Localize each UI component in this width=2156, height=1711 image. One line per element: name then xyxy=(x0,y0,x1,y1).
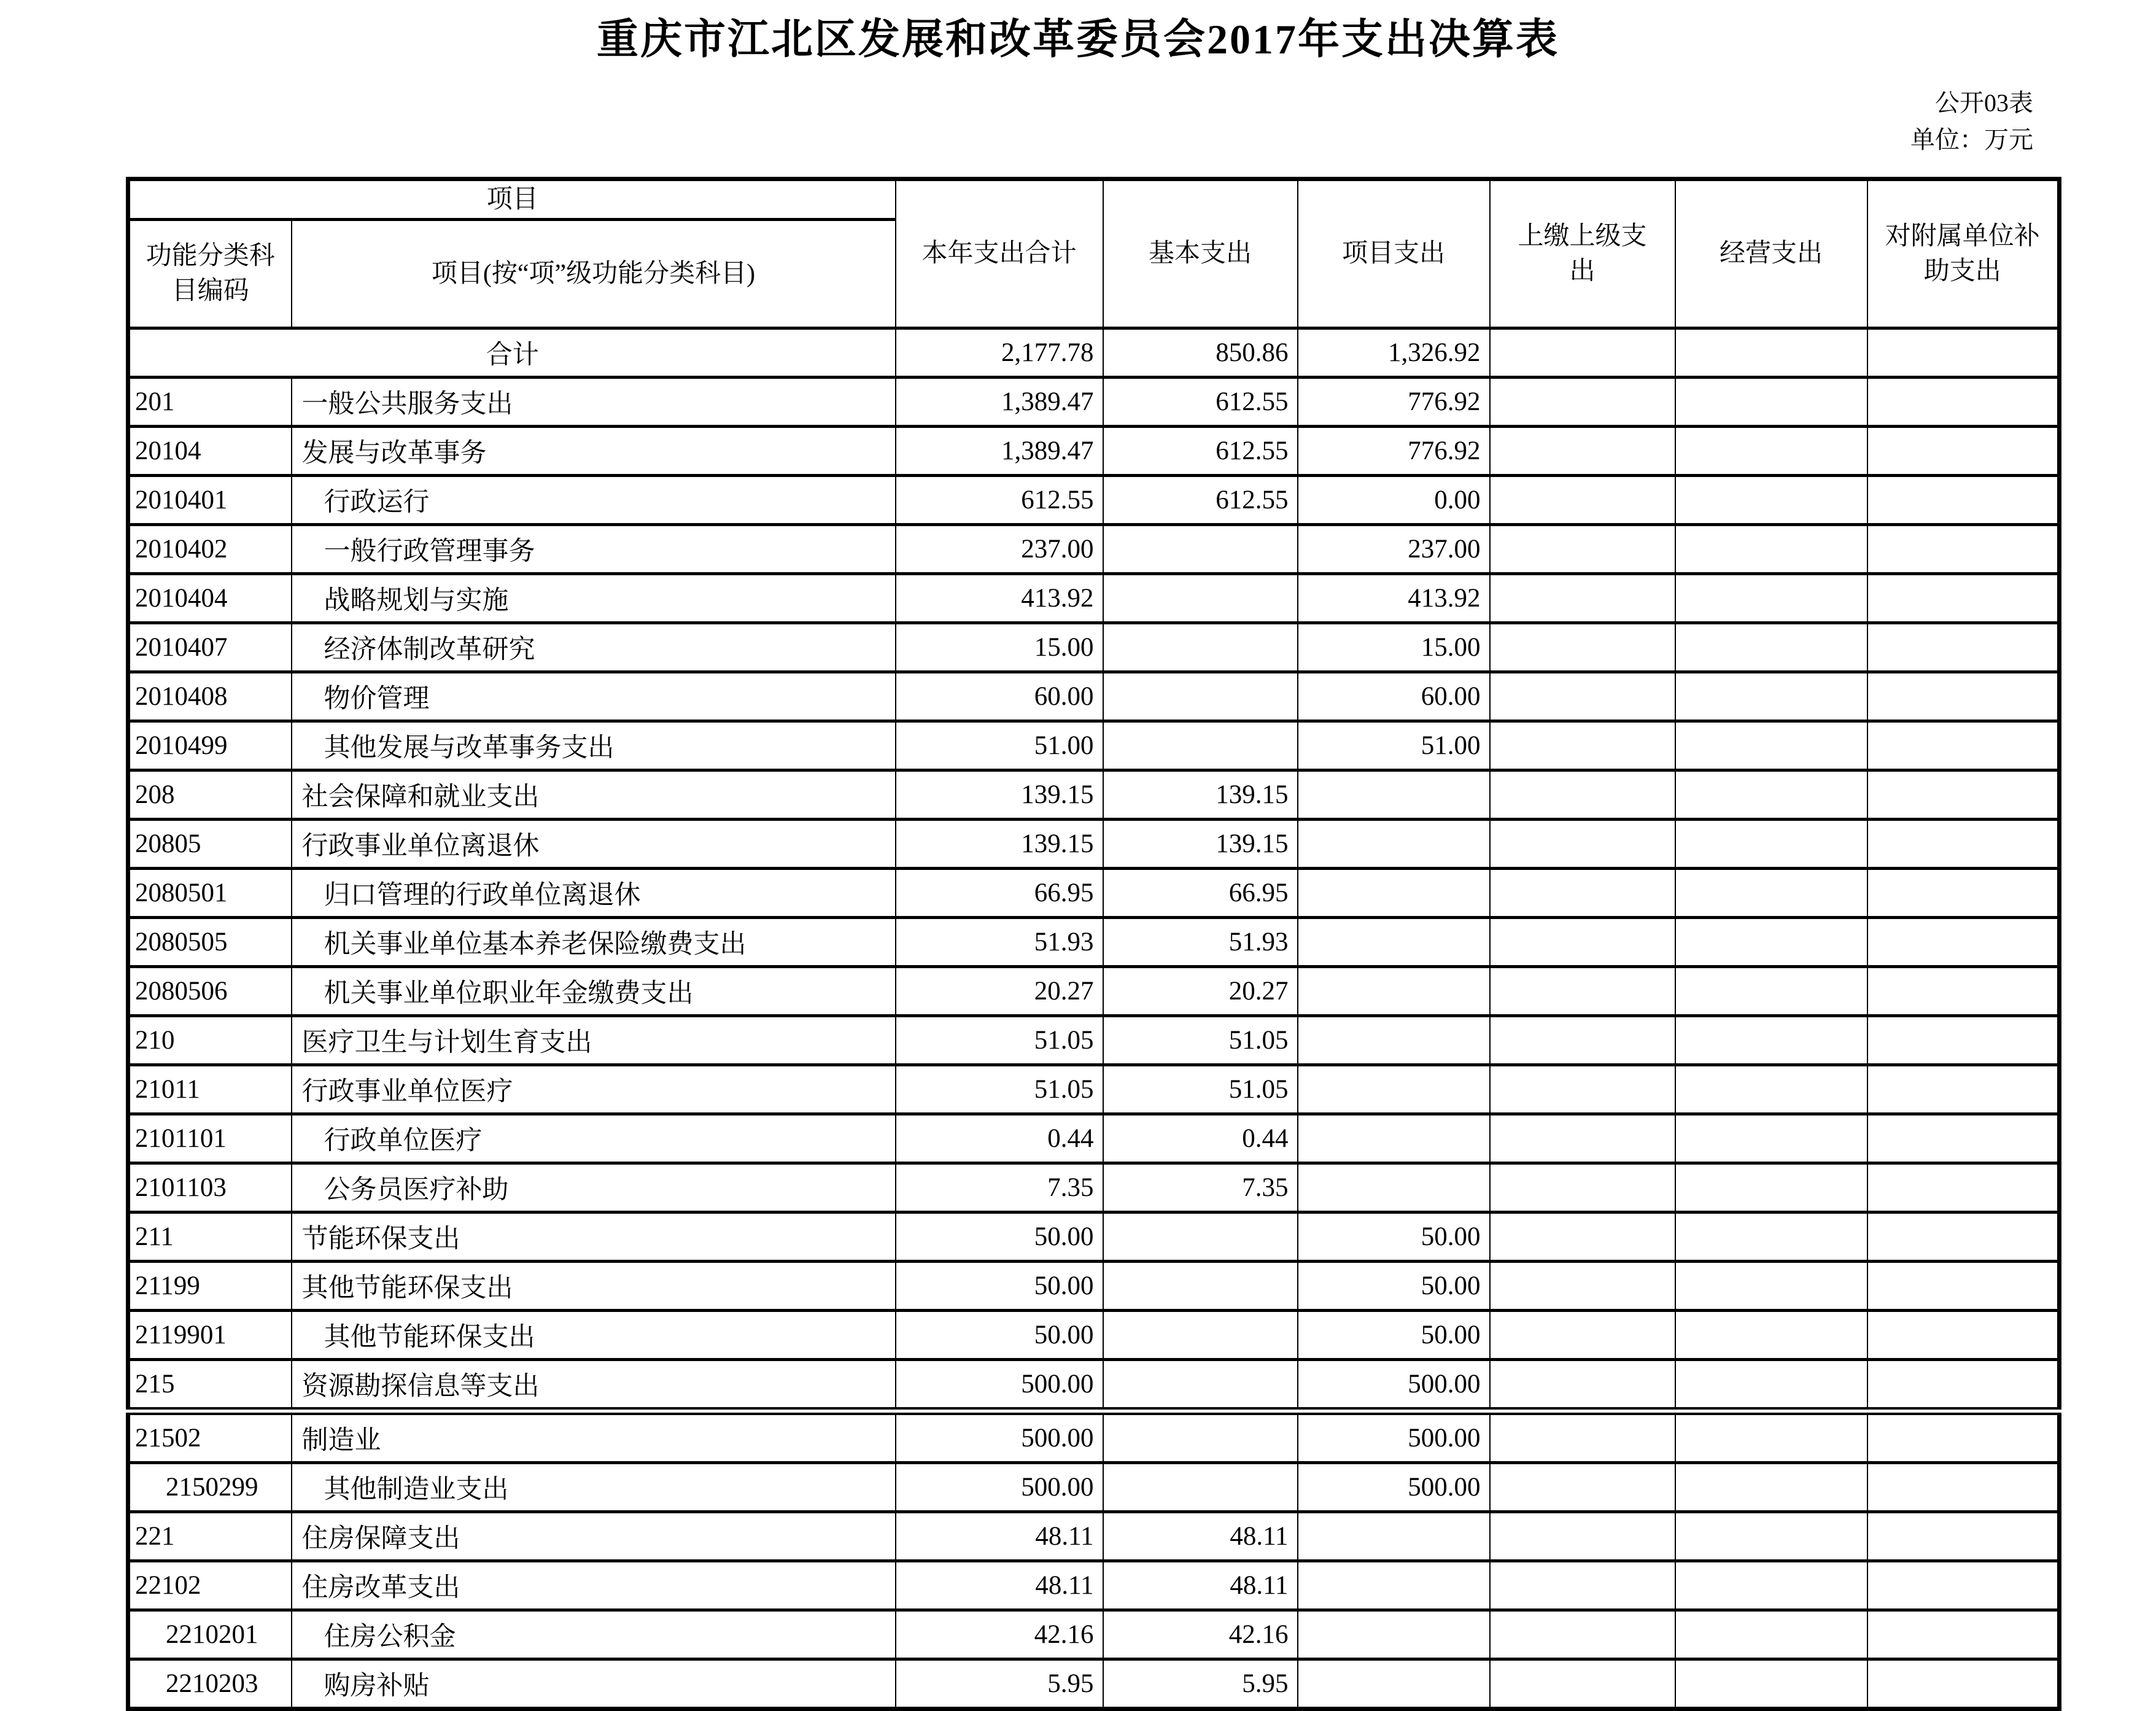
cell-subsidy-expenditure xyxy=(1867,1065,2060,1114)
cell-code: 2101103 xyxy=(128,1163,292,1212)
cell-upper-level-expenditure xyxy=(1490,525,1675,574)
cell-operating-expenditure xyxy=(1675,525,1867,574)
cell-subsidy-expenditure xyxy=(1867,1610,2060,1659)
cell-item: 其他制造业支出 xyxy=(292,1463,896,1512)
cell-basic-expenditure: 51.05 xyxy=(1103,1065,1298,1114)
cell-total-expenditure: 413.92 xyxy=(896,574,1103,623)
cell-basic-expenditure xyxy=(1103,623,1298,672)
cell-subsidy-expenditure xyxy=(1867,1114,2060,1163)
cell-total-expenditure: 51.00 xyxy=(896,721,1103,770)
cell-operating-expenditure xyxy=(1675,1659,1867,1709)
cell-code: 20805 xyxy=(128,820,292,869)
cell-subsidy-expenditure xyxy=(1867,721,2060,770)
expenditure-table xyxy=(126,177,2061,1711)
cell-upper-level-expenditure xyxy=(1490,820,1675,869)
cell-total-expenditure: 7.35 xyxy=(896,1163,1103,1212)
cell-code: 2010499 xyxy=(128,721,292,770)
cell-project-expenditure: 237.00 xyxy=(1298,525,1490,574)
cell-total-expenditure: 51.05 xyxy=(896,1065,1103,1114)
cell-operating-expenditure xyxy=(1675,1114,1867,1163)
cell-upper-level-expenditure xyxy=(1490,1463,1675,1512)
cell-total-expenditure: 612.55 xyxy=(896,476,1103,525)
table-row xyxy=(128,1163,2060,1212)
cell-project-expenditure xyxy=(1298,1512,1490,1561)
cell-code: 2010407 xyxy=(128,623,292,672)
cell-total-expenditure: 0.44 xyxy=(896,1114,1103,1163)
header-item-name: 项目(按“项”级功能分类科目) xyxy=(292,220,896,328)
cell-subsidy-expenditure xyxy=(1867,820,2060,869)
cell-total-expenditure: 60.00 xyxy=(896,672,1103,721)
cell-total-expenditure: 1,389.47 xyxy=(896,427,1103,476)
cell-operating-expenditure xyxy=(1675,1561,1867,1610)
cell-code: 208 xyxy=(128,770,292,820)
cell-project-expenditure: 500.00 xyxy=(1298,1463,1490,1512)
cell-operating-expenditure xyxy=(1675,574,1867,623)
cell-item: 发展与改革事务 xyxy=(292,427,896,476)
cell-project-expenditure xyxy=(1298,1659,1490,1709)
header-basic-expenditure: 基本支出 xyxy=(1103,179,1298,328)
cell-subsidy-expenditure xyxy=(1867,1212,2060,1262)
cell-code: 2010408 xyxy=(128,672,292,721)
cell-subsidy-expenditure xyxy=(1867,1561,2060,1610)
cell-operating-expenditure xyxy=(1675,328,1867,378)
cell-total-expenditure: 50.00 xyxy=(896,1311,1103,1360)
cell-upper-level-expenditure xyxy=(1490,1311,1675,1360)
cell-basic-expenditure xyxy=(1103,1262,1298,1311)
cell-total-expenditure: 500.00 xyxy=(896,1360,1103,1411)
cell-project-expenditure: 50.00 xyxy=(1298,1311,1490,1360)
cell-subsidy-expenditure xyxy=(1867,1262,2060,1311)
cell-item: 其他发展与改革事务支出 xyxy=(292,721,896,770)
cell-upper-level-expenditure xyxy=(1490,1561,1675,1610)
cell-code: 2010404 xyxy=(128,574,292,623)
header-upper-level-expenditure: 上缴上级支出 xyxy=(1490,179,1675,328)
cell-basic-expenditure xyxy=(1103,1212,1298,1262)
table-row xyxy=(128,525,2060,574)
cell-basic-expenditure: 612.55 xyxy=(1103,378,1298,427)
cell-project-expenditure xyxy=(1298,1163,1490,1212)
cell-operating-expenditure xyxy=(1675,476,1867,525)
cell-operating-expenditure xyxy=(1675,1610,1867,1659)
table-row xyxy=(128,869,2060,918)
cell-subsidy-expenditure xyxy=(1867,1463,2060,1512)
header-total-expenditure: 本年支出合计 xyxy=(896,179,1103,328)
cell-total-expenditure: 50.00 xyxy=(896,1212,1103,1262)
cell-item: 其他节能环保支出 xyxy=(292,1311,896,1360)
cell-upper-level-expenditure xyxy=(1490,427,1675,476)
cell-project-expenditure xyxy=(1298,869,1490,918)
cell-project-expenditure: 776.92 xyxy=(1298,378,1490,427)
cell-project-expenditure: 1,326.92 xyxy=(1298,328,1490,378)
cell-operating-expenditure xyxy=(1675,869,1867,918)
cell-upper-level-expenditure xyxy=(1490,1659,1675,1709)
cell-project-expenditure xyxy=(1298,1065,1490,1114)
cell-item: 社会保障和就业支出 xyxy=(292,770,896,820)
table-row xyxy=(128,1561,2060,1610)
cell-item: 住房改革支出 xyxy=(292,1561,896,1610)
cell-code: 2150299 xyxy=(128,1463,292,1512)
cell-subsidy-expenditure xyxy=(1867,1016,2060,1065)
cell-item: 制造业 xyxy=(292,1411,896,1463)
cell-code: 21011 xyxy=(128,1065,292,1114)
cell-basic-expenditure xyxy=(1103,1411,1298,1463)
cell-code: 2010402 xyxy=(128,525,292,574)
cell-project-expenditure: 50.00 xyxy=(1298,1262,1490,1311)
cell-basic-expenditure: 51.93 xyxy=(1103,918,1298,967)
cell-subsidy-expenditure xyxy=(1867,918,2060,967)
cell-operating-expenditure xyxy=(1675,1411,1867,1463)
table-row xyxy=(128,1016,2060,1065)
header-project-expenditure: 项目支出 xyxy=(1298,179,1490,328)
cell-project-expenditure: 60.00 xyxy=(1298,672,1490,721)
cell-operating-expenditure xyxy=(1675,1512,1867,1561)
cell-project-expenditure xyxy=(1298,1016,1490,1065)
cell-upper-level-expenditure xyxy=(1490,1016,1675,1065)
header-operating-expenditure: 经营支出 xyxy=(1675,179,1867,328)
cell-total-expenditure: 20.27 xyxy=(896,967,1103,1016)
page-title: 重庆市江北区发展和改革委员会2017年支出决算表 xyxy=(596,16,1559,63)
table-code-label: 公开03表 xyxy=(1935,89,2033,117)
table-row xyxy=(128,623,2060,672)
cell-total-expenditure: 139.15 xyxy=(896,820,1103,869)
cell-project-expenditure: 15.00 xyxy=(1298,623,1490,672)
table-meta xyxy=(1910,85,2033,158)
cell-basic-expenditure xyxy=(1103,721,1298,770)
cell-upper-level-expenditure xyxy=(1490,869,1675,918)
cell-total-expenditure: 66.95 xyxy=(896,869,1103,918)
cell-code: 2080506 xyxy=(128,967,292,1016)
unit-label: 单位：万元 xyxy=(1910,126,2033,153)
cell-project-expenditure: 776.92 xyxy=(1298,427,1490,476)
header-subsidy-expenditure: 对附属单位补助支出 xyxy=(1867,179,2060,328)
cell-subsidy-expenditure xyxy=(1867,1163,2060,1212)
cell-subsidy-expenditure xyxy=(1867,623,2060,672)
table-row xyxy=(128,1065,2060,1114)
cell-upper-level-expenditure xyxy=(1490,1065,1675,1114)
table-row xyxy=(128,770,2060,820)
cell-basic-expenditure: 850.86 xyxy=(1103,328,1298,378)
cell-total-expenditure: 51.05 xyxy=(896,1016,1103,1065)
cell-total-expenditure: 2,177.78 xyxy=(896,328,1103,378)
cell-upper-level-expenditure xyxy=(1490,967,1675,1016)
cell-operating-expenditure xyxy=(1675,1262,1867,1311)
cell-upper-level-expenditure xyxy=(1490,1360,1675,1411)
cell-item: 经济体制改革研究 xyxy=(292,623,896,672)
cell-item: 机关事业单位基本养老保险缴费支出 xyxy=(292,918,896,967)
cell-total-expenditure: 51.93 xyxy=(896,918,1103,967)
cell-operating-expenditure xyxy=(1675,672,1867,721)
table-row xyxy=(128,1212,2060,1262)
table-row xyxy=(128,967,2060,1016)
cell-basic-expenditure: 139.15 xyxy=(1103,820,1298,869)
cell-subsidy-expenditure xyxy=(1867,1311,2060,1360)
cell-basic-expenditure: 7.35 xyxy=(1103,1163,1298,1212)
cell-upper-level-expenditure xyxy=(1490,1512,1675,1561)
cell-project-expenditure xyxy=(1298,820,1490,869)
cell-basic-expenditure: 51.05 xyxy=(1103,1016,1298,1065)
cell-project-expenditure: 413.92 xyxy=(1298,574,1490,623)
cell-item: 一般公共服务支出 xyxy=(292,378,896,427)
table-row xyxy=(128,1512,2060,1561)
cell-code: 2010401 xyxy=(128,476,292,525)
cell-project-expenditure: 0.00 xyxy=(1298,476,1490,525)
cell-item: 购房补贴 xyxy=(292,1659,896,1709)
cell-upper-level-expenditure xyxy=(1490,672,1675,721)
cell-subsidy-expenditure xyxy=(1867,967,2060,1016)
cell-subsidy-expenditure xyxy=(1867,1512,2060,1561)
table-row xyxy=(128,1114,2060,1163)
table-row xyxy=(128,918,2060,967)
table-body xyxy=(128,328,2060,1709)
cell-upper-level-expenditure xyxy=(1490,574,1675,623)
cell-upper-level-expenditure xyxy=(1490,378,1675,427)
table-row xyxy=(128,378,2060,427)
cell-item: 公务员医疗补助 xyxy=(292,1163,896,1212)
cell-operating-expenditure xyxy=(1675,1016,1867,1065)
cell-upper-level-expenditure xyxy=(1490,623,1675,672)
cell-basic-expenditure: 48.11 xyxy=(1103,1512,1298,1561)
cell-basic-expenditure xyxy=(1103,1463,1298,1512)
cell-operating-expenditure xyxy=(1675,918,1867,967)
cell-basic-expenditure xyxy=(1103,525,1298,574)
cell-basic-expenditure: 0.44 xyxy=(1103,1114,1298,1163)
cell-code: 201 xyxy=(128,378,292,427)
cell-upper-level-expenditure xyxy=(1490,1262,1675,1311)
table-row xyxy=(128,721,2060,770)
cell-code: 21502 xyxy=(128,1411,292,1463)
cell-item: 行政运行 xyxy=(292,476,896,525)
cell-upper-level-expenditure xyxy=(1490,476,1675,525)
cell-code: 22102 xyxy=(128,1561,292,1610)
cell-total-expenditure: 1,389.47 xyxy=(896,378,1103,427)
cell-upper-level-expenditure xyxy=(1490,721,1675,770)
cell-item: 资源勘探信息等支出 xyxy=(292,1360,896,1411)
header-project-group: 项目 xyxy=(128,179,896,220)
cell-operating-expenditure xyxy=(1675,427,1867,476)
cell-total-expenditure: 500.00 xyxy=(896,1463,1103,1512)
cell-code: 2080501 xyxy=(128,869,292,918)
cell-upper-level-expenditure xyxy=(1490,1163,1675,1212)
cell-subsidy-expenditure xyxy=(1867,672,2060,721)
cell-basic-expenditure: 139.15 xyxy=(1103,770,1298,820)
cell-total-expenditure: 500.00 xyxy=(896,1411,1103,1463)
cell-total-expenditure: 5.95 xyxy=(896,1659,1103,1709)
cell-operating-expenditure xyxy=(1675,623,1867,672)
cell-subsidy-expenditure xyxy=(1867,574,2060,623)
cell-operating-expenditure xyxy=(1675,1311,1867,1360)
cell-code: 2101101 xyxy=(128,1114,292,1163)
table-row xyxy=(128,820,2060,869)
cell-subsidy-expenditure xyxy=(1867,869,2060,918)
cell-subsidy-expenditure xyxy=(1867,328,2060,378)
cell-item: 战略规划与实施 xyxy=(292,574,896,623)
cell-basic-expenditure xyxy=(1103,1360,1298,1411)
cell-basic-expenditure: 20.27 xyxy=(1103,967,1298,1016)
cell-subsidy-expenditure xyxy=(1867,1411,2060,1463)
cell-project-expenditure: 51.00 xyxy=(1298,721,1490,770)
cell-operating-expenditure xyxy=(1675,820,1867,869)
cell-upper-level-expenditure xyxy=(1490,1610,1675,1659)
cell-upper-level-expenditure xyxy=(1490,1411,1675,1463)
cell-subsidy-expenditure xyxy=(1867,427,2060,476)
cell-subsidy-expenditure xyxy=(1867,1659,2060,1709)
table-header xyxy=(128,179,2060,328)
header-function-code: 功能分类科目编码 xyxy=(128,220,292,328)
cell-project-expenditure: 500.00 xyxy=(1298,1360,1490,1411)
cell-operating-expenditure xyxy=(1675,721,1867,770)
cell-code: 2210201 xyxy=(128,1610,292,1659)
table-row-total xyxy=(128,328,2060,378)
cell-basic-expenditure: 42.16 xyxy=(1103,1610,1298,1659)
cell-total-expenditure: 50.00 xyxy=(896,1262,1103,1311)
cell-operating-expenditure xyxy=(1675,770,1867,820)
cell-total-expenditure: 48.11 xyxy=(896,1512,1103,1561)
cell-project-expenditure xyxy=(1298,918,1490,967)
cell-code: 21199 xyxy=(128,1262,292,1311)
cell-code: 215 xyxy=(128,1360,292,1411)
cell-item: 行政事业单位医疗 xyxy=(292,1065,896,1114)
table-row xyxy=(128,574,2060,623)
cell-project-expenditure xyxy=(1298,967,1490,1016)
table-row xyxy=(128,1463,2060,1512)
table-row xyxy=(128,1659,2060,1709)
cell-operating-expenditure xyxy=(1675,967,1867,1016)
table-row xyxy=(128,1411,2060,1463)
cell-total-expenditure: 48.11 xyxy=(896,1561,1103,1610)
cell-item: 节能环保支出 xyxy=(292,1212,896,1262)
cell-project-expenditure: 50.00 xyxy=(1298,1212,1490,1262)
cell-upper-level-expenditure xyxy=(1490,918,1675,967)
cell-item: 归口管理的行政单位离退休 xyxy=(292,869,896,918)
table-row xyxy=(128,476,2060,525)
cell-subsidy-expenditure xyxy=(1867,525,2060,574)
table-row xyxy=(128,672,2060,721)
cell-basic-expenditure xyxy=(1103,672,1298,721)
cell-subsidy-expenditure xyxy=(1867,476,2060,525)
cell-item: 机关事业单位职业年金缴费支出 xyxy=(292,967,896,1016)
cell-total-expenditure: 139.15 xyxy=(896,770,1103,820)
cell-total-expenditure: 15.00 xyxy=(896,623,1103,672)
cell-basic-expenditure: 5.95 xyxy=(1103,1659,1298,1709)
cell-operating-expenditure xyxy=(1675,1360,1867,1411)
cell-item: 合计 xyxy=(128,328,896,378)
cell-code: 2119901 xyxy=(128,1311,292,1360)
cell-total-expenditure: 237.00 xyxy=(896,525,1103,574)
table-row xyxy=(128,427,2060,476)
cell-item: 住房公积金 xyxy=(292,1610,896,1659)
cell-subsidy-expenditure xyxy=(1867,770,2060,820)
table-row xyxy=(128,1360,2060,1411)
cell-basic-expenditure xyxy=(1103,574,1298,623)
cell-basic-expenditure: 612.55 xyxy=(1103,427,1298,476)
table-row xyxy=(128,1262,2060,1311)
cell-upper-level-expenditure xyxy=(1490,770,1675,820)
cell-item: 住房保障支出 xyxy=(292,1512,896,1561)
cell-code: 2210203 xyxy=(128,1659,292,1709)
cell-upper-level-expenditure xyxy=(1490,328,1675,378)
cell-operating-expenditure xyxy=(1675,1065,1867,1114)
cell-basic-expenditure xyxy=(1103,1311,1298,1360)
cell-item: 医疗卫生与计划生育支出 xyxy=(292,1016,896,1065)
cell-project-expenditure xyxy=(1298,1561,1490,1610)
cell-basic-expenditure: 612.55 xyxy=(1103,476,1298,525)
table-row xyxy=(128,1311,2060,1360)
cell-item: 一般行政管理事务 xyxy=(292,525,896,574)
cell-item: 行政事业单位离退休 xyxy=(292,820,896,869)
cell-project-expenditure xyxy=(1298,1610,1490,1659)
cell-operating-expenditure xyxy=(1675,1163,1867,1212)
cell-project-expenditure xyxy=(1298,1114,1490,1163)
cell-code: 20104 xyxy=(128,427,292,476)
cell-upper-level-expenditure xyxy=(1490,1114,1675,1163)
cell-operating-expenditure xyxy=(1675,1212,1867,1262)
cell-operating-expenditure xyxy=(1675,378,1867,427)
cell-total-expenditure: 42.16 xyxy=(896,1610,1103,1659)
cell-code: 221 xyxy=(128,1512,292,1561)
cell-item: 其他节能环保支出 xyxy=(292,1262,896,1311)
cell-subsidy-expenditure xyxy=(1867,1360,2060,1411)
cell-basic-expenditure: 66.95 xyxy=(1103,869,1298,918)
cell-project-expenditure: 500.00 xyxy=(1298,1411,1490,1463)
cell-subsidy-expenditure xyxy=(1867,378,2060,427)
table-row xyxy=(128,1610,2060,1659)
cell-item: 行政单位医疗 xyxy=(292,1114,896,1163)
cell-code: 210 xyxy=(128,1016,292,1065)
cell-upper-level-expenditure xyxy=(1490,1212,1675,1262)
cell-code: 2080505 xyxy=(128,918,292,967)
cell-project-expenditure xyxy=(1298,770,1490,820)
cell-basic-expenditure: 48.11 xyxy=(1103,1561,1298,1610)
cell-code: 211 xyxy=(128,1212,292,1262)
cell-operating-expenditure xyxy=(1675,1463,1867,1512)
cell-item: 物价管理 xyxy=(292,672,896,721)
